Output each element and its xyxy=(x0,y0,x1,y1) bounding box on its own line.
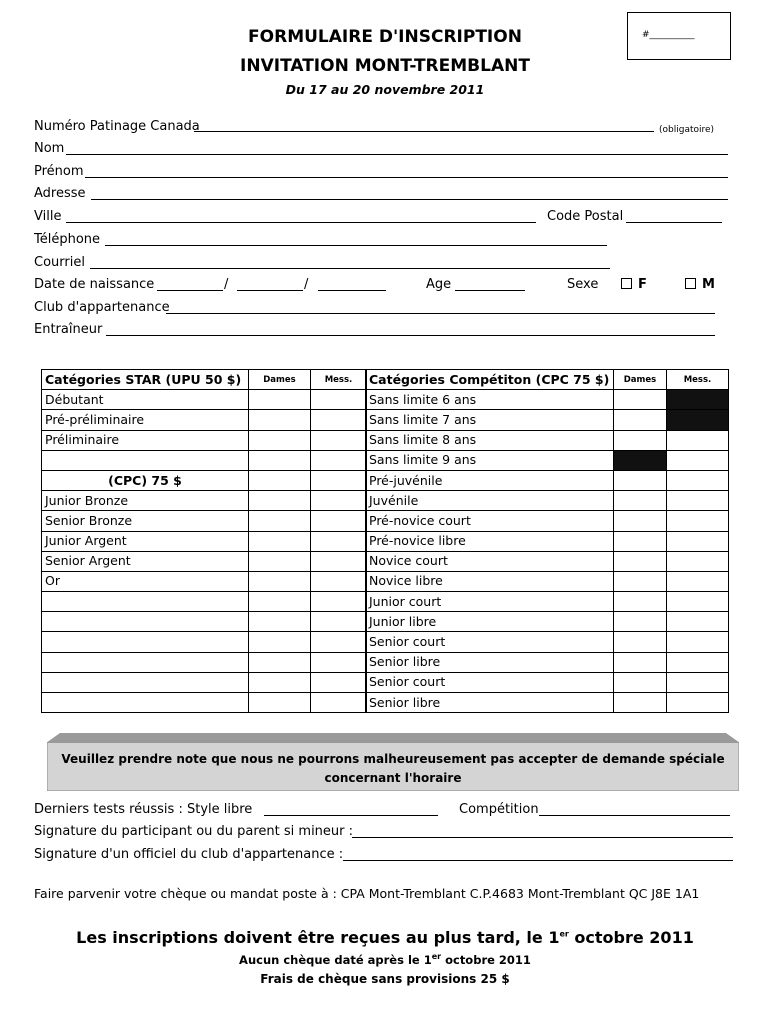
star_table-mess-cell[interactable] xyxy=(311,470,367,490)
star_table-mess-cell[interactable] xyxy=(311,450,367,470)
form-subtitle: INVITATION MONT-TREMBLANT xyxy=(240,56,530,76)
naissance-mois-field[interactable] xyxy=(237,290,303,291)
comp_table-mess-cell[interactable] xyxy=(667,531,729,551)
star_table-mess-cell[interactable] xyxy=(311,693,367,713)
star_table-category-cell: Senior Bronze xyxy=(42,511,249,531)
sexe-f-option[interactable] xyxy=(621,277,647,293)
sexe-label: Sexe xyxy=(567,277,599,292)
star_table-mess-cell[interactable] xyxy=(311,410,367,430)
star-col-dames: Dames xyxy=(249,370,311,390)
comp_table-mess-cell[interactable] xyxy=(667,672,729,692)
comp_table-category-cell: Junior libre xyxy=(366,612,614,632)
competition-label: Compétition xyxy=(459,802,539,817)
star_table-category-cell: Senior Argent xyxy=(42,551,249,571)
nom-label: Nom xyxy=(34,141,65,156)
checkbox-f[interactable] xyxy=(621,278,632,289)
table-row xyxy=(366,672,729,692)
star_table-mess-cell[interactable] xyxy=(311,652,367,672)
comp_table-category-cell: Sans limite 7 ans xyxy=(366,410,614,430)
comp_table-category-cell: Juvénile xyxy=(366,491,614,511)
notice-text xyxy=(60,750,726,788)
ville-label: Ville xyxy=(34,209,62,224)
comp_table-mess-cell[interactable] xyxy=(667,592,729,612)
star_table-category-cell: (CPC) 75 $ xyxy=(42,470,249,490)
comp_table-mess-cell[interactable] xyxy=(667,491,729,511)
star_table-mess-cell[interactable] xyxy=(311,390,367,410)
star_table-category-cell xyxy=(42,652,249,672)
prenom-field[interactable] xyxy=(85,177,728,178)
star_table-dames-cell[interactable] xyxy=(249,511,311,531)
star_table-dames-cell[interactable] xyxy=(249,450,311,470)
star_table-dames-cell[interactable] xyxy=(249,693,311,713)
comp_table-category-cell: Sans limite 8 ans xyxy=(366,430,614,450)
entraineur-label: Entraîneur xyxy=(34,322,103,337)
star_table-dames-cell[interactable] xyxy=(249,571,311,591)
table-row xyxy=(366,632,729,652)
star_table-mess-cell[interactable] xyxy=(311,672,367,692)
table-row xyxy=(42,672,367,692)
event-dates: Du 17 au 20 novembre 2011 xyxy=(285,82,485,97)
ville-field[interactable] xyxy=(66,222,536,223)
star_table-dames-cell[interactable] xyxy=(249,592,311,612)
star_table-dames-cell[interactable] xyxy=(249,672,311,692)
star_table-mess-cell[interactable] xyxy=(311,632,367,652)
star_table-category-cell xyxy=(42,693,249,713)
club-field[interactable] xyxy=(166,313,715,314)
star_table-dames-cell[interactable] xyxy=(249,551,311,571)
table-row xyxy=(366,571,729,591)
table-row xyxy=(42,592,367,612)
code-postal-field[interactable] xyxy=(626,222,722,223)
star_table-mess-cell[interactable] xyxy=(311,430,367,450)
table-row xyxy=(42,491,367,511)
star_table-dames-cell[interactable] xyxy=(249,430,311,450)
table-row xyxy=(42,632,367,652)
star_table-mess-cell[interactable] xyxy=(311,551,367,571)
notice-line-2: concernant l'horaire xyxy=(324,771,462,785)
star_table-mess-cell[interactable] xyxy=(311,592,367,612)
star_table-mess-cell[interactable] xyxy=(311,491,367,511)
sig-participant-field[interactable] xyxy=(352,837,733,838)
comp_table-category-cell: Pré-juvénile xyxy=(366,470,614,490)
comp_table-category-cell: Senior libre xyxy=(366,652,614,672)
prenom-label: Prénom xyxy=(34,164,84,179)
table-row xyxy=(42,652,367,672)
star_table-mess-cell[interactable] xyxy=(311,571,367,591)
comp_table-dames-cell[interactable] xyxy=(614,390,667,410)
competition-categories-table xyxy=(365,369,729,713)
table-row xyxy=(366,592,729,612)
comp-col-dames: Dames xyxy=(614,370,667,390)
table-row xyxy=(366,470,729,490)
star_table-category-cell: Or xyxy=(42,571,249,591)
star_table-category-cell xyxy=(42,672,249,692)
club-label: Club d'appartenance xyxy=(34,300,170,315)
star_table-category-cell: Débutant xyxy=(42,390,249,410)
naissance-label: Date de naissance xyxy=(34,277,155,292)
tests-label: Derniers tests réussis : Style libre xyxy=(34,802,253,817)
star_table-mess-cell[interactable] xyxy=(311,612,367,632)
comp_table-category-cell: Junior court xyxy=(366,592,614,612)
code-postal-label: Code Postal xyxy=(547,209,624,224)
table-row xyxy=(366,693,729,713)
table-row xyxy=(42,511,367,531)
form-number: #__________ xyxy=(642,30,695,40)
adresse-label: Adresse xyxy=(34,186,86,201)
table-row xyxy=(366,390,729,410)
table-row xyxy=(366,430,729,450)
deadline-notice: Les inscriptions doivent être reçues au plus tard, le 1er octobre 2011 xyxy=(76,928,694,947)
table-row xyxy=(42,551,367,571)
comp_table-mess-cell[interactable] xyxy=(667,693,729,713)
table-row xyxy=(42,470,367,490)
tests-style-libre-field[interactable] xyxy=(264,815,438,816)
comp_table-category-cell: Senior court xyxy=(366,632,614,652)
comp-col-mess: Mess. xyxy=(667,370,729,390)
star_table-category-cell xyxy=(42,450,249,470)
comp_table-category-cell: Novice court xyxy=(366,551,614,571)
adresse-field[interactable] xyxy=(91,199,728,200)
table-row xyxy=(366,450,729,470)
cheque-date-notice: Aucun chèque daté après le 1er octobre 2011 xyxy=(239,952,531,967)
table-row xyxy=(366,531,729,551)
comp_table-dames-cell[interactable] xyxy=(614,571,667,591)
numero-label: Numéro Patinage Canada xyxy=(34,119,200,134)
table-row xyxy=(42,571,367,591)
comp_table-mess-cell[interactable] xyxy=(667,612,729,632)
table-header-row xyxy=(42,370,367,390)
sig-participant-label: Signature du participant ou du parent si mineur : xyxy=(34,824,354,839)
comp_table-mess-cell xyxy=(667,410,729,430)
comp_table-dames-cell[interactable] xyxy=(614,632,667,652)
star-col-mess: Mess. xyxy=(311,370,367,390)
sig-officiel-label: Signature d'un officiel du club d'appartenance : xyxy=(34,847,344,862)
comp_table-dames-cell[interactable] xyxy=(614,430,667,450)
star_table-category-cell xyxy=(42,592,249,612)
comp_table-mess-cell xyxy=(667,390,729,410)
table-row xyxy=(42,410,367,430)
age-label: Age xyxy=(426,277,452,292)
table-row xyxy=(366,491,729,511)
comp_table-category-cell: Sans limite 6 ans xyxy=(366,390,614,410)
star_table-mess-cell[interactable] xyxy=(311,531,367,551)
star_table-category-cell: Junior Argent xyxy=(42,531,249,551)
numero-note: (obligatoire) xyxy=(659,125,715,135)
comp_table-category-cell: Senior libre xyxy=(366,693,614,713)
courriel-label: Courriel xyxy=(34,255,85,270)
star_table-dames-cell[interactable] xyxy=(249,612,311,632)
payment-instructions: Faire parvenir votre chèque ou mandat poste à : CPA Mont-Tremblant C.P.4683 Mont-Tremblant QC J8E 1A1 xyxy=(34,886,700,901)
age-field[interactable] xyxy=(455,290,525,291)
comp_table-dames-cell[interactable] xyxy=(614,612,667,632)
comp-header: Catégories Compétiton (CPC 75 $) xyxy=(366,370,614,390)
naissance-jour-field[interactable] xyxy=(157,290,223,291)
tests-competition-field[interactable] xyxy=(539,815,730,816)
sexe-m-label: M xyxy=(702,277,715,292)
table-row xyxy=(366,410,729,430)
table-row xyxy=(366,612,729,632)
star_table-dames-cell[interactable] xyxy=(249,632,311,652)
comp_table-dames-cell[interactable] xyxy=(614,672,667,692)
comp_table-dames-cell[interactable] xyxy=(614,531,667,551)
table-row xyxy=(42,390,367,410)
notice-line-1: Veuillez prendre note que nous ne pourrons malheureusement pas accepter de demande spéciale xyxy=(61,752,725,766)
star_table-dames-cell[interactable] xyxy=(249,390,311,410)
comp_table-category-cell: Sans limite 9 ans xyxy=(366,450,614,470)
star_table-dames-cell[interactable] xyxy=(249,410,311,430)
comp_table-mess-cell[interactable] xyxy=(667,632,729,652)
telephone-field[interactable] xyxy=(105,245,607,246)
star_table-category-cell xyxy=(42,612,249,632)
star_table-dames-cell[interactable] xyxy=(249,491,311,511)
star_table-category-cell: Préliminaire xyxy=(42,430,249,450)
star-header: Catégories STAR (UPU 50 $) xyxy=(42,370,249,390)
table-row xyxy=(42,693,367,713)
comp_table-dames-cell xyxy=(614,450,667,470)
comp_table-mess-cell[interactable] xyxy=(667,430,729,450)
star_table-dames-cell[interactable] xyxy=(249,531,311,551)
telephone-label: Téléphone xyxy=(34,232,101,247)
table-row xyxy=(366,511,729,531)
star_table-dames-cell[interactable] xyxy=(249,470,311,490)
comp_table-category-cell: Pré-novice court xyxy=(366,511,614,531)
comp_table-dames-cell[interactable] xyxy=(614,410,667,430)
comp_table-mess-cell[interactable] xyxy=(667,450,729,470)
comp_table-mess-cell[interactable] xyxy=(667,551,729,571)
comp_table-dames-cell[interactable] xyxy=(614,652,667,672)
date-slash-2: / xyxy=(304,277,309,292)
table-row xyxy=(42,430,367,450)
table-row xyxy=(366,652,729,672)
nom-field[interactable] xyxy=(66,154,728,155)
comp_table-category-cell: Novice libre xyxy=(366,571,614,591)
checkbox-m[interactable] xyxy=(685,278,696,289)
star_table-category-cell xyxy=(42,632,249,652)
comp_table-category-cell: Senior court xyxy=(366,672,614,692)
table-row xyxy=(42,531,367,551)
comp_table-mess-cell[interactable] xyxy=(667,511,729,531)
table-row xyxy=(42,612,367,632)
comp_table-dames-cell[interactable] xyxy=(614,592,667,612)
table-header-row xyxy=(366,370,729,390)
sexe-m-option[interactable] xyxy=(685,277,715,293)
table-row xyxy=(42,450,367,470)
nsf-fee-notice: Frais de chèque sans provisions 25 $ xyxy=(260,972,510,986)
star-categories-table xyxy=(41,369,367,713)
comp_table-dames-cell[interactable] xyxy=(614,491,667,511)
naissance-annee-field[interactable] xyxy=(318,290,386,291)
comp_table-dames-cell[interactable] xyxy=(614,693,667,713)
comp_table-dames-cell[interactable] xyxy=(614,551,667,571)
form-title: FORMULAIRE D'INSCRIPTION xyxy=(248,27,522,47)
sexe-f-label: F xyxy=(638,277,647,292)
comp_table-dames-cell[interactable] xyxy=(614,470,667,490)
comp_table-mess-cell[interactable] xyxy=(667,470,729,490)
comp_table-category-cell: Pré-novice libre xyxy=(366,531,614,551)
sig-officiel-field[interactable] xyxy=(343,860,733,861)
numero-field[interactable] xyxy=(194,131,654,132)
comp_table-dames-cell[interactable] xyxy=(614,511,667,531)
date-slash-1: / xyxy=(224,277,229,292)
entraineur-field[interactable] xyxy=(106,335,715,336)
comp_table-mess-cell[interactable] xyxy=(667,571,729,591)
star_table-mess-cell[interactable] xyxy=(311,511,367,531)
comp_table-mess-cell[interactable] xyxy=(667,652,729,672)
courriel-field[interactable] xyxy=(90,268,610,269)
star_table-dames-cell[interactable] xyxy=(249,652,311,672)
table-row xyxy=(366,551,729,571)
star_table-category-cell: Junior Bronze xyxy=(42,491,249,511)
star_table-category-cell: Pré-préliminaire xyxy=(42,410,249,430)
